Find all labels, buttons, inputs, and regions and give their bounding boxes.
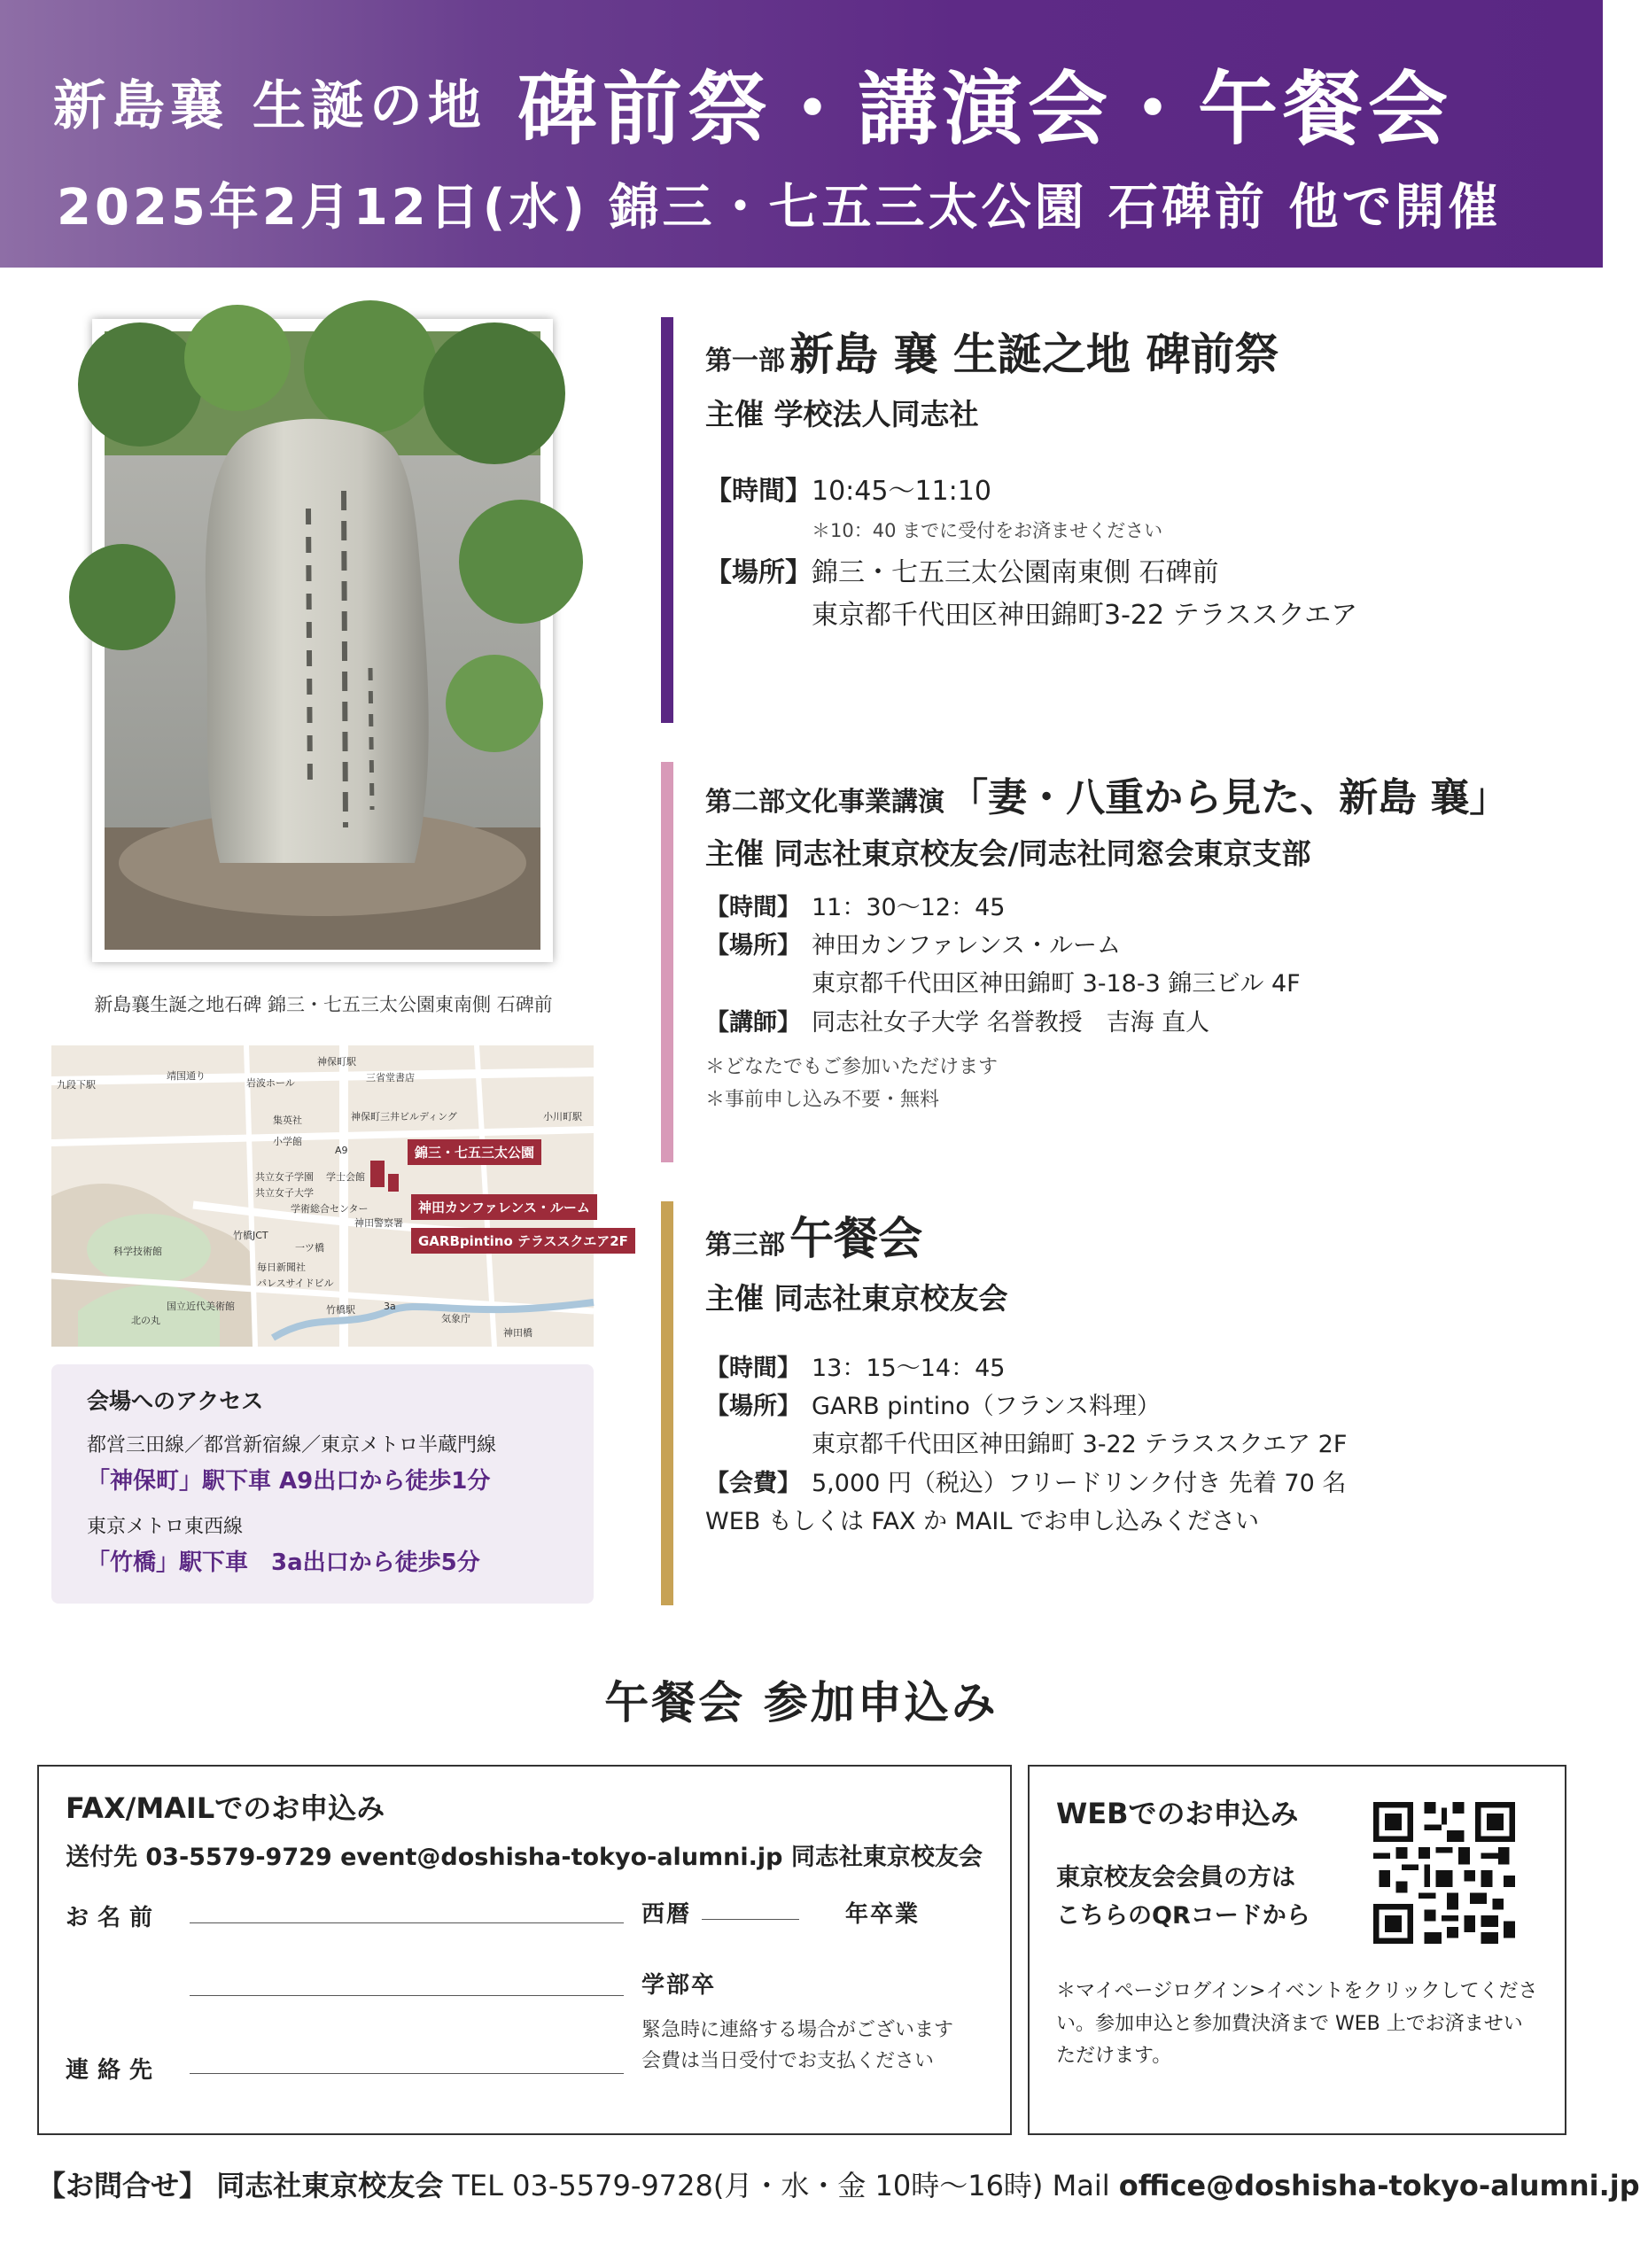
map-label: 竹橋駅 <box>326 1304 355 1316</box>
faculty-label: 学部卒 <box>641 1972 717 1999</box>
map-label: 神保町駅 <box>317 1056 356 1068</box>
part2-time-row <box>705 889 1574 927</box>
map-label: 集英社 <box>273 1115 302 1126</box>
map-garb-label: GARBpintino テラススクエア2F <box>411 1228 635 1254</box>
contact-note2: 会費は当日受付でお支払ください <box>641 2050 935 2073</box>
name-label: お名前 <box>66 1905 162 1931</box>
part2-place1: 神田カンファレンス・ルーム <box>812 932 1121 960</box>
part1-time-note: ＊10：40 までに受付をお済ませください <box>812 520 1163 541</box>
map-park-label: 錦三・七五三太公園 <box>408 1139 541 1165</box>
map-label: 神田警察署 <box>354 1217 403 1229</box>
part1-place-row <box>705 552 1574 594</box>
contact-footer <box>37 2163 1640 2204</box>
part1-time: 10:45〜11:10 <box>812 476 991 507</box>
part2-time: 11：30〜12：45 <box>812 894 1006 921</box>
place-key: 【場所】 <box>705 1393 801 1421</box>
part2-title: 「妻・八重から見た、新島 襄」 <box>949 775 1509 820</box>
web-application-box <box>1028 1765 1566 2135</box>
place-key: 【場所】 <box>705 932 801 960</box>
time-key: 【時間】 <box>705 894 801 921</box>
part1-organizer: 主催 学校法人同志社 <box>705 397 979 431</box>
map-label: 北の丸 <box>131 1315 160 1326</box>
access-station2: 「竹橋」駅下車 3a出口から徒歩5分 <box>87 1550 480 1576</box>
header-banner <box>0 0 1603 268</box>
graduation-label: 年卒業 <box>845 1901 921 1928</box>
map-label: 共立女子大学 <box>255 1187 314 1199</box>
part3-place2: 東京都千代田区神田錦町 3-22 テラススクエア 2F <box>812 1431 1348 1459</box>
part1-label: 第一部 <box>705 346 785 377</box>
map-label: 竹橋JCT <box>233 1230 268 1241</box>
map-label: パレスサイドビル <box>257 1278 334 1289</box>
header-title-line <box>53 44 1453 159</box>
footer-mail-label: Mail <box>1052 2169 1110 2202</box>
part2-speaker: 同志社女子大学 名誉教授 吉海 直人 <box>812 1008 1210 1037</box>
application-title: 午餐会 参加申込み <box>604 1676 999 1728</box>
fee-key: 【会費】 <box>705 1469 801 1497</box>
part2-organizer: 主催 同志社東京校友会/同志社同窓会東京支部 <box>705 836 1311 871</box>
access-station1: 「神保町」駅下車 A9出口から徒歩1分 <box>87 1468 491 1495</box>
part3-apply-row <box>705 1503 1574 1541</box>
part3-label: 第三部 <box>705 1230 785 1261</box>
year-label: 西暦 <box>641 1901 692 1928</box>
web-note: ＊マイページログイン>イベントをクリックしてください。参加申込と参加費決済まで WEB 上でお済ませいただけます。 <box>1056 1980 1538 2067</box>
part3-organizer: 主催 同志社東京校友会 <box>705 1281 1008 1316</box>
part1-title: 新島 襄 生誕之地 碑前祭 <box>789 328 1279 380</box>
contact-notes <box>641 2015 953 2077</box>
footer-label: 【お問合せ】 <box>37 2169 208 2202</box>
part3-fee-row <box>705 1464 1574 1503</box>
part2-place-row <box>705 927 1574 965</box>
contact-label: 連絡先 <box>66 2057 162 2084</box>
part1-section <box>705 319 1574 637</box>
map-label: 岩波ホール <box>246 1077 295 1089</box>
part2-label: 第二部文化事業講演 <box>705 787 944 818</box>
part2-note1: ＊どなたでもご参加いただけます <box>705 1055 999 1078</box>
part2-place2: 東京都千代田区神田錦町 3-18-3 錦三ビル 4F <box>812 970 1301 998</box>
access-line2: 東京メトロ東西線 <box>87 1516 244 1538</box>
map-label: 小川町駅 <box>543 1111 582 1122</box>
access-line1: 都営三田線／都営新宿線／東京メトロ半蔵門線 <box>87 1434 497 1456</box>
part2-bar <box>661 762 673 1162</box>
name-input-line-2[interactable] <box>190 1995 624 1996</box>
map-label: 九段下駅 <box>57 1079 96 1091</box>
footer-org: 同志社東京校友会 <box>216 2169 444 2202</box>
map-label: 靖国通り <box>167 1070 206 1082</box>
access-title: 会場へのアクセス <box>87 1388 264 1414</box>
map-label: 学士会館 <box>326 1171 365 1183</box>
speaker-key: 【講師】 <box>705 1008 801 1037</box>
header-date-line: 2025年2月12日(水) 錦三・七五三太公園 石碑前 他で開催 <box>57 179 1502 237</box>
photo-caption: 新島襄生誕之地石碑 錦三・七五三太公園東南側 石碑前 <box>94 994 553 1015</box>
name-input-line[interactable] <box>190 1922 624 1923</box>
map-label: 一ツ橋 <box>295 1242 324 1254</box>
part2-title-line <box>705 765 1574 822</box>
part2-notes <box>705 1051 1574 1117</box>
part3-place-row2 <box>705 1425 1574 1464</box>
map-label: 3a <box>384 1301 396 1312</box>
part2-speaker-row <box>705 1004 1574 1042</box>
part3-section <box>705 1203 1574 1541</box>
part3-title-line <box>705 1203 1574 1267</box>
map-label: 神田橋 <box>503 1327 532 1339</box>
part1-title-line <box>705 319 1574 383</box>
part1-place2: 東京都千代田区神田錦町3-22 テラススクエア <box>812 600 1358 631</box>
map-label: 神保町三井ビルディング <box>351 1111 457 1122</box>
web-text1: 東京校友会会員の方は <box>1056 1864 1295 1891</box>
footer-tel: TEL 03-5579-9728(月・水・金 10時〜16時) <box>452 2169 1044 2202</box>
map-label: 共立女子学園 <box>255 1171 314 1183</box>
header-subtitle: 新島襄 生誕の地 <box>53 75 486 137</box>
map-conference-label: 神田カンファレンス・ルーム <box>411 1194 597 1220</box>
part3-fee: 5,000 円（税込）フリードリンク付き 先着 70 名 <box>812 1469 1347 1497</box>
map-label: 気象庁 <box>441 1313 470 1324</box>
access-info <box>51 1364 594 1604</box>
part2-note2: ＊事前申し込み不要・無料 <box>705 1089 940 1112</box>
year-input-line[interactable] <box>702 1919 799 1920</box>
part2-place-row2 <box>705 965 1574 1003</box>
map-label: 三省堂書店 <box>366 1072 415 1084</box>
map-label: A9 <box>335 1145 348 1156</box>
header-title: 碑前祭・講演会・午餐会 <box>517 62 1453 156</box>
monument-photo <box>92 319 553 962</box>
part3-time: 13：15〜14：45 <box>812 1355 1006 1382</box>
part3-place-row <box>705 1387 1574 1425</box>
map-label: 科学技術館 <box>113 1246 162 1257</box>
map-label: 小学館 <box>273 1136 302 1147</box>
part3-title: 午餐会 <box>789 1212 923 1264</box>
time-key: 【時間】 <box>705 476 812 507</box>
fax-title: FAX/MAILでのお申込み <box>66 1791 385 1825</box>
fax-destination: 送付先 03-5579-9729 event@doshisha-tokyo-alumni.jp 同志社東京校友会 <box>66 1844 983 1871</box>
fax-mail-application-form <box>37 1765 1012 2135</box>
qr-code-icon[interactable] <box>1373 1802 1515 1944</box>
map-label: 毎日新聞社 <box>257 1262 306 1273</box>
time-key: 【時間】 <box>705 1355 801 1382</box>
place-key: 【場所】 <box>705 557 812 588</box>
part1-time-row <box>705 470 1574 513</box>
map-label: 国立近代美術館 <box>167 1301 235 1312</box>
part1-place1: 錦三・七五三太公園南東側 石碑前 <box>812 557 1219 588</box>
part2-section <box>705 765 1574 1117</box>
contact-note1: 緊急時に連絡する場合がございます <box>641 2019 954 2041</box>
access-map <box>51 1045 628 1347</box>
web-text2: こちらのQRコードから <box>1056 1902 1310 1930</box>
part1-bar <box>661 317 673 723</box>
part3-bar <box>661 1201 673 1605</box>
footer-mail[interactable]: office@doshisha-tokyo-alumni.jp <box>1118 2169 1640 2202</box>
part1-place-row2 <box>705 594 1574 637</box>
monument-photo-image <box>105 331 540 950</box>
web-title: WEBでのお申込み <box>1056 1797 1299 1830</box>
part3-apply: WEB もしくは FAX か MAIL でお申し込みください <box>705 1507 1259 1535</box>
part3-place1: GARB pintino（フランス料理） <box>812 1393 1161 1421</box>
part3-time-row <box>705 1349 1574 1387</box>
contact-input-line[interactable] <box>190 2073 624 2074</box>
map-label: 学術総合センター <box>291 1203 369 1215</box>
